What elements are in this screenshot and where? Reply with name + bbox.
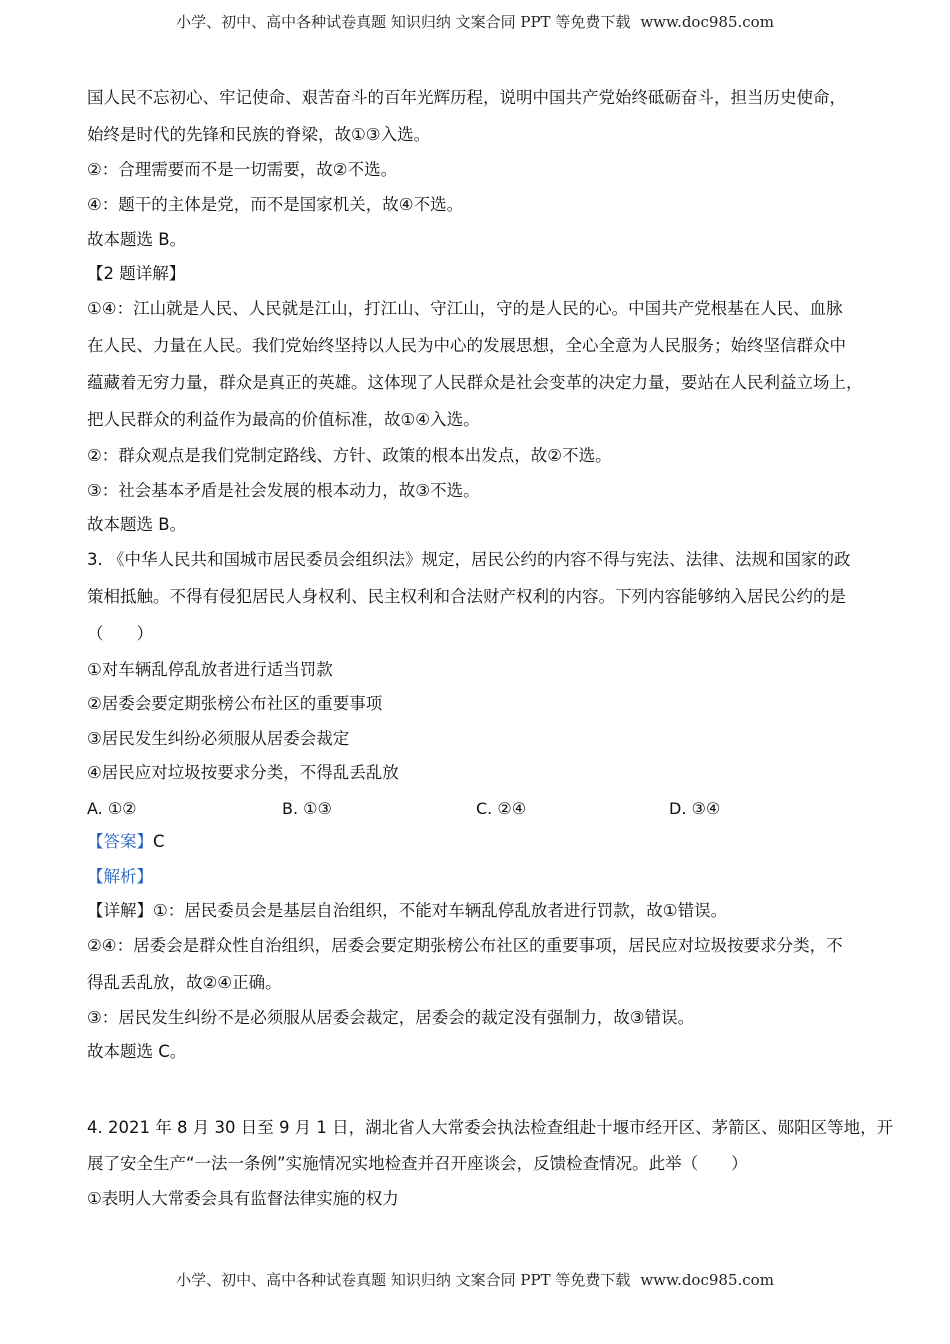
statement-item: ①表明人大常委会具有监督法律实施的权力 bbox=[87, 1189, 399, 1208]
question-text: 4. 2021 年 8 月 30 日至 9 月 1 日，湖北省人大常委会执法检查组赴十堰市经开区、茅箭区、郧阳区等地，开 bbox=[87, 1118, 894, 1137]
answer-value: C bbox=[153, 832, 165, 851]
header-url[interactable]: www.doc985.com bbox=[640, 13, 774, 31]
statement-item: ①对车辆乱停乱放者进行适当罚款 bbox=[87, 660, 333, 679]
text-line: ②④：居委会是群众性自治组织，居委会要定期张榜公布社区的重要事项，居民应对垃圾按要求分类，不 bbox=[87, 936, 843, 955]
answer-blank: （ ） bbox=[87, 624, 153, 643]
text-line: 在人民、力量在人民。我们党始终坚持以人民为中心的发展思想，全心全意为人民服务；始终坚信群众中 bbox=[87, 336, 846, 355]
text-line: 始终是时代的先锋和民族的脊梁，故①③入选。 bbox=[87, 125, 431, 144]
option-d: D. ③④ bbox=[669, 799, 721, 818]
text-line: 故本题选 B。 bbox=[87, 230, 187, 249]
option-c: C. ②④ bbox=[476, 799, 527, 818]
question-text: 3. 《中华人民共和国城市居民委员会组织法》规定，居民公约的内容不得与宪法、法律、法规和国家的政 bbox=[87, 550, 851, 569]
footer-text: 小学、初中、高中各种试卷真题 知识归纳 文案合同 PPT 等免费下载 bbox=[176, 1271, 631, 1289]
statement-item: ③居民发生纠纷必须服从居委会裁定 bbox=[87, 729, 350, 748]
text-line: 把人民群众的利益作为最高的价值标准，故①④入选。 bbox=[87, 410, 480, 429]
text-line: ④：题干的主体是党，而不是国家机关，故④不选。 bbox=[87, 195, 464, 214]
text-line: ②：群众观点是我们党制定路线、方针、政策的根本出发点，故②不选。 bbox=[87, 446, 612, 465]
text-line: 【详解】①：居民委员会是基层自治组织，不能对车辆乱停乱放者进行罚款，故①错误。 bbox=[87, 901, 728, 920]
section-heading: 【2 题详解】 bbox=[87, 264, 186, 283]
footer-url[interactable]: www.doc985.com bbox=[640, 1271, 774, 1289]
question-text: 策相抵触。不得有侵犯居民人身权利、民主权利和合法财产权利的内容。下列内容能够纳入居民公约的是 bbox=[87, 587, 846, 606]
text-line: 得乱丢乱放，故②④正确。 bbox=[87, 973, 282, 992]
page-header bbox=[0, 11, 950, 32]
text-line: 蕴藏着无穷力量，群众是真正的英雄。这体现了人民群众是社会变革的决定力量，要站在人民利益立场上， bbox=[87, 373, 863, 392]
answer-label: 【答案】 bbox=[87, 832, 153, 851]
page-footer bbox=[0, 1269, 950, 1290]
text-line: ③：社会基本矛盾是社会发展的根本动力，故③不选。 bbox=[87, 481, 480, 500]
statement-item: ④居民应对垃圾按要求分类，不得乱丢乱放 bbox=[87, 763, 399, 782]
header-text: 小学、初中、高中各种试卷真题 知识归纳 文案合同 PPT 等免费下载 bbox=[176, 13, 631, 31]
statement-item: ②居委会要定期张榜公布社区的重要事项 bbox=[87, 694, 383, 713]
text-line: 故本题选 B。 bbox=[87, 515, 187, 534]
text-line: ②：合理需要而不是一切需要，故②不选。 bbox=[87, 160, 398, 179]
option-b: B. ①③ bbox=[282, 799, 332, 818]
text-line: 故本题选 C。 bbox=[87, 1042, 187, 1061]
text-line: ①④：江山就是人民、人民就是江山，打江山、守江山，守的是人民的心。中国共产党根基在人民、血脉 bbox=[87, 299, 843, 318]
text-line: 国人民不忘初心、牢记使命、艰苦奋斗的百年光辉历程，说明中国共产党始终砥砺奋斗，担当历史使命， bbox=[87, 88, 846, 107]
answer-line bbox=[87, 831, 165, 853]
question-text: 展了安全生产“一法一条例”实施情况实地检查并召开座谈会，反馈检查情况。此举（ ） bbox=[87, 1154, 748, 1173]
analysis-label: 【解析】 bbox=[87, 867, 153, 886]
text-line: ③：居民发生纠纷不是必须服从居委会裁定，居委会的裁定没有强制力，故③错误。 bbox=[87, 1008, 695, 1027]
option-a: A. ①② bbox=[87, 799, 137, 818]
